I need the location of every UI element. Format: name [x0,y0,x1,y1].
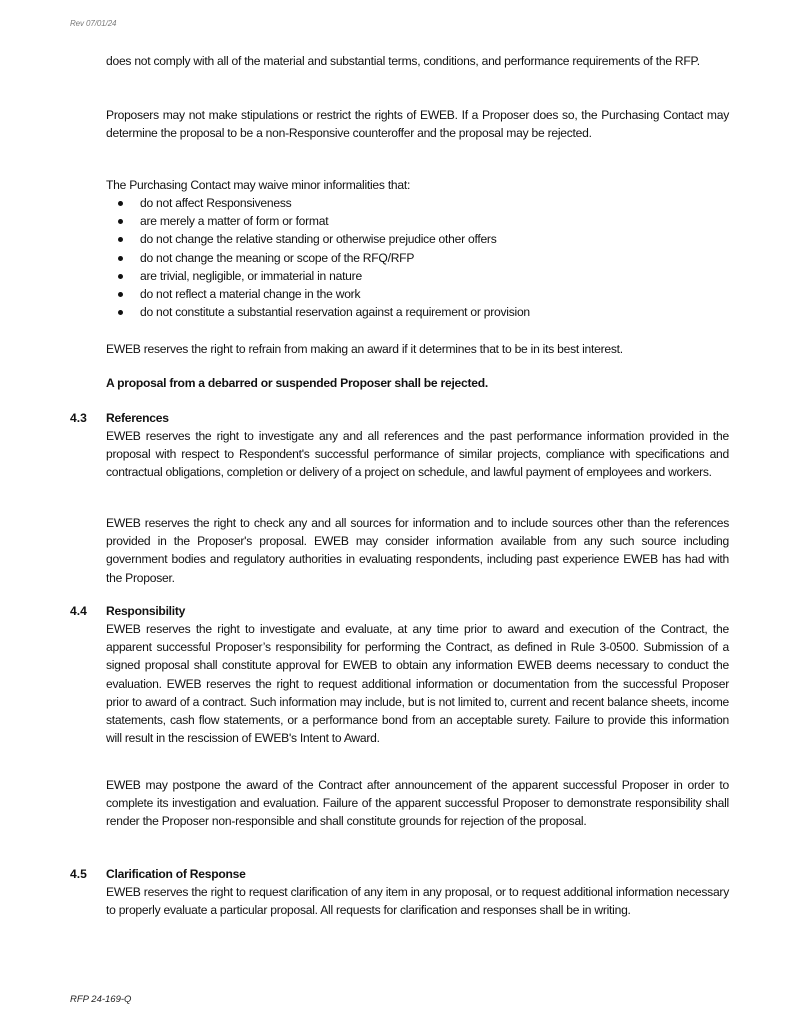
section-title-responsibility: Responsibility [106,604,186,618]
rfp-number-footer: RFP 24-169-Q [70,994,132,1005]
bullet-icon [118,310,123,315]
responsibility-paragraph-2: EWEB may postpone the award of the Contract after announcement of the apparent successful Proposer in order to complete its investigation and evaluation. Failure of the apparent successful Proposer to demonstrate responsibility shall render the Proposer non-responsible and shall constitute grounds for rejection of the proposal. [106,778,729,829]
intro-paragraph-2: Proposers may not make stipulations or restrict the rights of EWEB. If a Proposer does so, the Purchasing Contact may determine the proposal to be a non-Responsive counteroffer and the proposal may be rejected. [106,108,729,141]
section-number: 4.4 [70,604,87,618]
section-title-clarification: Clarification of Response [106,867,246,881]
list-item: do not constitute a substantial reservation against a requirement or provision [106,303,729,321]
bullet-icon [118,201,123,206]
list-item: do not change the meaning or scope of the RFQ/RFP [106,249,729,267]
references-paragraph-2: EWEB reserves the right to check any and all sources for information and to include sources other than the references provided in the Proposer's proposal. EWEB may consider information available from any such source including government bodies and regulatory authorities in evaluating respondents, including past experience EWEB has had with the Proposer. [106,516,729,585]
section-number: 4.3 [70,411,87,425]
intro-paragraph-1: does not comply with all of the material and substantial terms, conditions, and performance requirements of the RFP. [106,54,700,68]
intro-paragraph-3: The Purchasing Contact may waive minor informalities that: [106,178,411,192]
bullet-icon [118,256,123,261]
references-paragraph-1: EWEB reserves the right to investigate any and all references and the past performance information provided in the proposal with respect to Respondent's successful performance of similar projects, compliance with specifications and contractual obligations, completion or delivery of a project on schedule, and lawful payment of employees and workers. [106,429,729,480]
bullet-icon [118,274,123,279]
list-item: do not affect Responsiveness [106,194,729,212]
list-item: do not change the relative standing or otherwise prejudice other offers [106,230,729,248]
bullet-icon [118,219,123,224]
bullet-icon [118,292,123,297]
list-item: are merely a matter of form or format [106,212,729,230]
clarification-paragraph-1: EWEB reserves the right to request clarification of any item in any proposal, or to request additional information necessary to properly evaluate a particular proposal. All requests for clarification and responses shall be in writing. [106,885,729,918]
responsibility-paragraph-1: EWEB reserves the right to investigate and evaluate, at any time prior to award and execution of the Contract, the apparent successful Proposer’s responsibility for performing the Contract, as defined in Rule 3-0500. Submission of a signed proposal shall constitute approval for EWEB to obtain any information EWEB deems necessary to conduct the evaluation. EWEB reserves the right to request additional information or documentation from the successful Proposer prior to award of a contract. Such information may include, but is not limited to, current and recent balance sheets, income statements, cash flow statements, or a performance bond from an acceptable surety. Failure to provide this information will result in the rescission of EWEB's Intent to Award. [106,622,729,746]
informalities-list [106,194,729,321]
revision-header: Rev 07/01/24 [70,19,117,28]
bullet-icon [118,237,123,242]
debarred-notice: A proposal from a debarred or suspended Proposer shall be rejected. [106,376,489,390]
section-number: 4.5 [70,867,87,881]
list-item: are trivial, negligible, or immaterial in nature [106,267,729,285]
list-item: do not reflect a material change in the work [106,285,729,303]
intro-paragraph-4: EWEB reserves the right to refrain from making an award if it determines that to be in its best interest. [106,342,623,356]
section-title-references: References [106,411,169,425]
